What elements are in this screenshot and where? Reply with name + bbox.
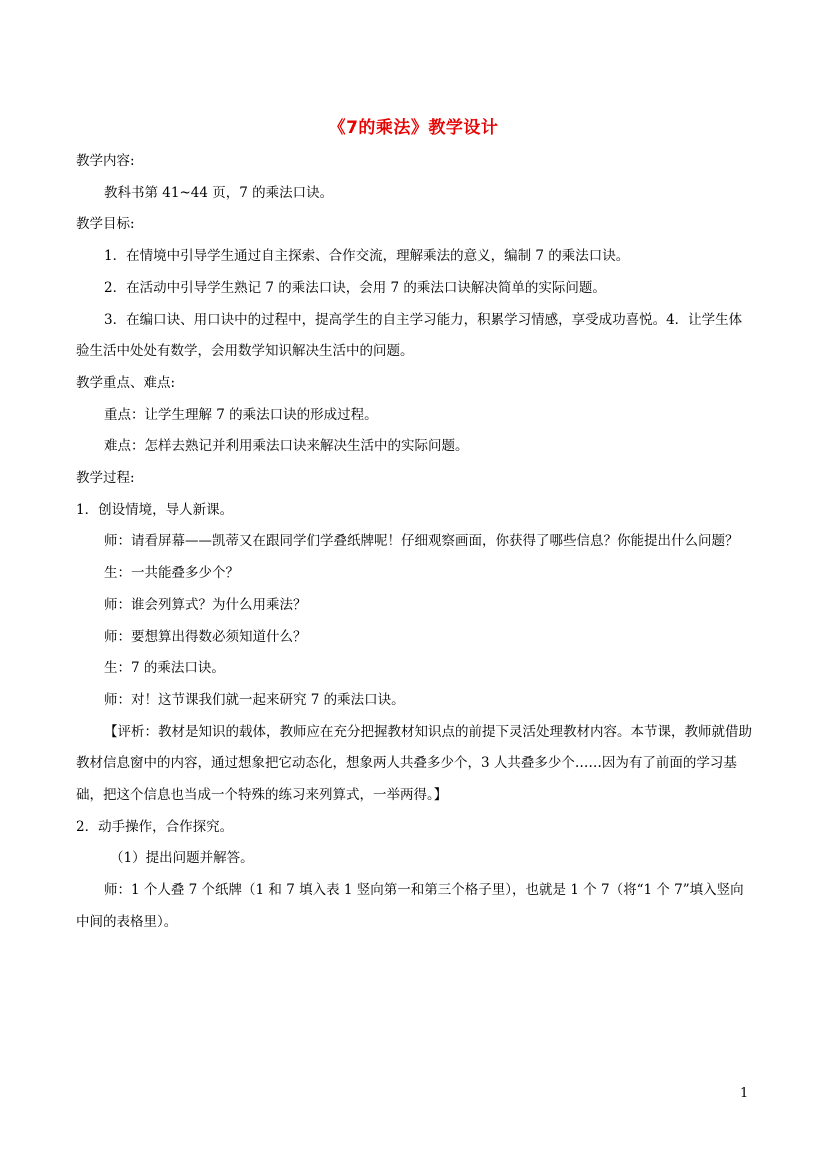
dialogue-line: 生：一共能叠多少个？ [104, 565, 239, 582]
commentary-paragraph: 【评析：教材是知识的载体，教师应在充分把握教材知识点的前提下灵活处理教材内容。本节课，教师就借助教材信息窗中的内容，通过想象把它动态化，想象两人共叠多少个，3 人共叠多少个……因为有了前面的学习基础，把这个信息也当成一个特殊的练习来列算式，一举两得。】 [76, 723, 752, 804]
section-heading-content: 教学内容: [76, 153, 135, 169]
section-heading-process: 教学过程: [76, 470, 135, 487]
goal-item-2: 2．在活动中引导学生熟记 7 的乘法口诀，会用 7 的乘法口诀解决简单的实际问题。 [104, 279, 606, 296]
step-1-heading: 1．创设情境，导人新课。 [76, 501, 234, 518]
section-heading-key-points: 教学重点、难点: [76, 374, 176, 391]
document-body [76, 146, 752, 939]
dialogue-line: 生：7 的乘法口诀。 [104, 660, 225, 677]
step-2-heading: 2．动手操作，合作探究。 [76, 818, 234, 835]
section-heading-goals: 教学目标: [76, 216, 135, 233]
key-point: 重点：让学生理解 7 的乘法口诀的形成过程。 [104, 406, 378, 423]
dialogue-line: 师：要想算出得数必须知道什么？ [104, 628, 307, 645]
goal-item-3-4: 3．在编口诀、用口诀中的过程中，提高学生的自主学习能力，积累学习情感，享受成功喜悦。4．让学生体验生活中处处有数学，会用数学知识解决生活中的问题。 [76, 311, 743, 360]
document-title: 《7的乘法》教学设计 [328, 118, 499, 138]
dialogue-line: 师：1 个人叠 7 个纸牌（1 和 7 填入表 1 竖向第一和第三个格子里），也就是 1 个 7（将“1 个 7”填入竖向中间的表格里）。 [76, 882, 744, 930]
dialogue-line: 师：请看屏幕——凯蒂又在跟同学们学叠纸牌呢！仔细观察画面，你获得了哪些信息？你能提出什么问题？ [104, 533, 739, 550]
page-number: 1 [740, 1086, 749, 1101]
paragraph-content: 教科书第 41~44 页，7 的乘法口诀。 [104, 184, 334, 201]
difficult-point: 难点：怎样去熟记并利用乘法口诀来解决生活中的实际问题。 [104, 438, 469, 455]
dialogue-line: 师：对！这节课我们就一起来研究 7 的乘法口诀。 [104, 691, 405, 708]
sub-step-heading: （1）提出问题并解答。 [110, 850, 254, 867]
goal-item-1: 1．在情境中引导学生通过自主探索、合作交流，理解乘法的意义，编制 7 的乘法口诀。 [104, 248, 630, 265]
dialogue-line: 师：谁会列算式？为什么用乘法？ [104, 596, 307, 613]
